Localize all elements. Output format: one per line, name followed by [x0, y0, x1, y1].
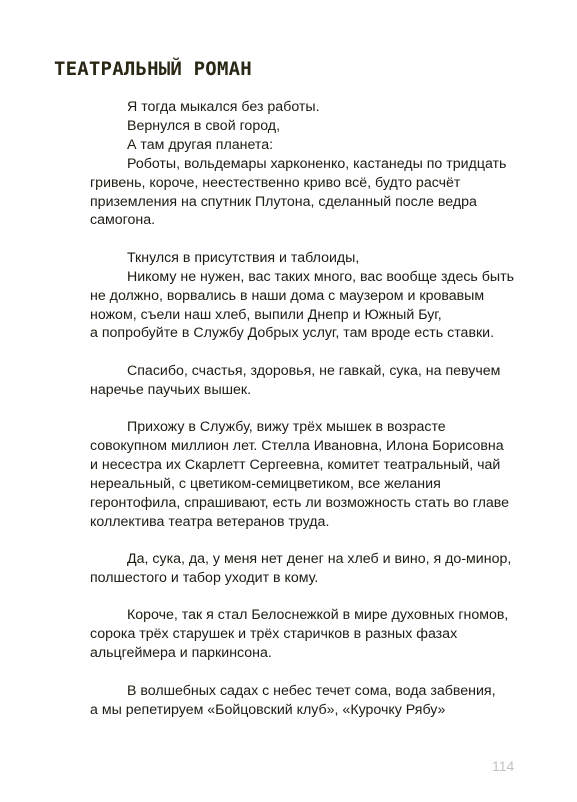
text-line: Да, сука, да, у меня нет денег на хлеб и вино, я до-минор,: [127, 551, 512, 568]
text-line: Роботы, вольдемары харконенко, кастанеды по тридцать: [127, 155, 507, 172]
text-line: а мы репетируем «Бойцовский клуб», «Курочку Рябу»: [90, 701, 446, 718]
paragraph: [90, 682, 530, 720]
text-line: самогона.: [90, 212, 156, 229]
text-line: Прихожу в Службу, вижу трёх мышек в возрасте: [127, 419, 446, 436]
text-line: нереальный, с цветиком-семицветиком, все желания: [90, 475, 441, 492]
text-line: и несестра их Скарлетт Сергеевна, комитет театральный, чай: [90, 457, 501, 473]
text-line: коллектива театра ветеранов труда.: [90, 513, 330, 530]
text-line: альцгеймера и паркинсона.: [90, 645, 272, 662]
text-line: наречье паучьих вышек.: [90, 381, 252, 398]
text-line: гривень, короче, неестественно криво всё, будто расчёт: [90, 174, 461, 191]
text-line: Ткнулся в присутствия и таблоиды,: [127, 249, 360, 266]
page-title: ТЕАТРАЛЬНЫЙ РОМАН: [54, 58, 252, 80]
text-line: Вернулся в свой город,: [127, 117, 281, 134]
text-line: ножом, съели наш хлеб, выпили Днепр и Южный Буг,: [90, 306, 442, 323]
paragraph: [90, 98, 530, 230]
text-line: Никому не нужен, вас таких много, вас вообще здесь быть: [127, 268, 514, 285]
text-line: полшестого и табор уходит в кому.: [90, 570, 319, 587]
text-line: Короче, так я стал Белоснежкой в мире духовных гномов,: [127, 607, 509, 624]
text-line: сорока трёх старушек и трёх старичков в разных фазах: [90, 626, 458, 643]
text-line: А там другая планета:: [127, 136, 274, 153]
text-line: Спасибо, счастья, здоровья, не гавкай, сука, на певучем: [127, 362, 501, 379]
text-line: В волшебных садах с небес течет сома, вода забвения,: [127, 682, 496, 699]
paragraph: [90, 249, 530, 344]
paragraph: [90, 418, 530, 531]
paragraph: [90, 550, 530, 588]
text-line: Я тогда мыкался без работы.: [127, 99, 320, 115]
poem-body: [90, 98, 530, 738]
text-line: приземления на спутник Плутона, сделанный после ведра: [90, 193, 477, 210]
text-line: не должно, ворвались в наши дома с маузером и кровавым: [90, 287, 485, 304]
paragraph: [90, 362, 530, 400]
page-number: 114: [492, 758, 515, 774]
text-line: совокупном миллион лет. Стелла Ивановна, Илона Борисовна: [90, 438, 504, 455]
text-line: а попробуйте в Службу Добрых услуг, там вроде есть ставки.: [90, 325, 495, 342]
paragraph: [90, 606, 530, 663]
text-line: геронтофила, спрашивают, есть ли возможность стать во главе: [90, 494, 510, 511]
